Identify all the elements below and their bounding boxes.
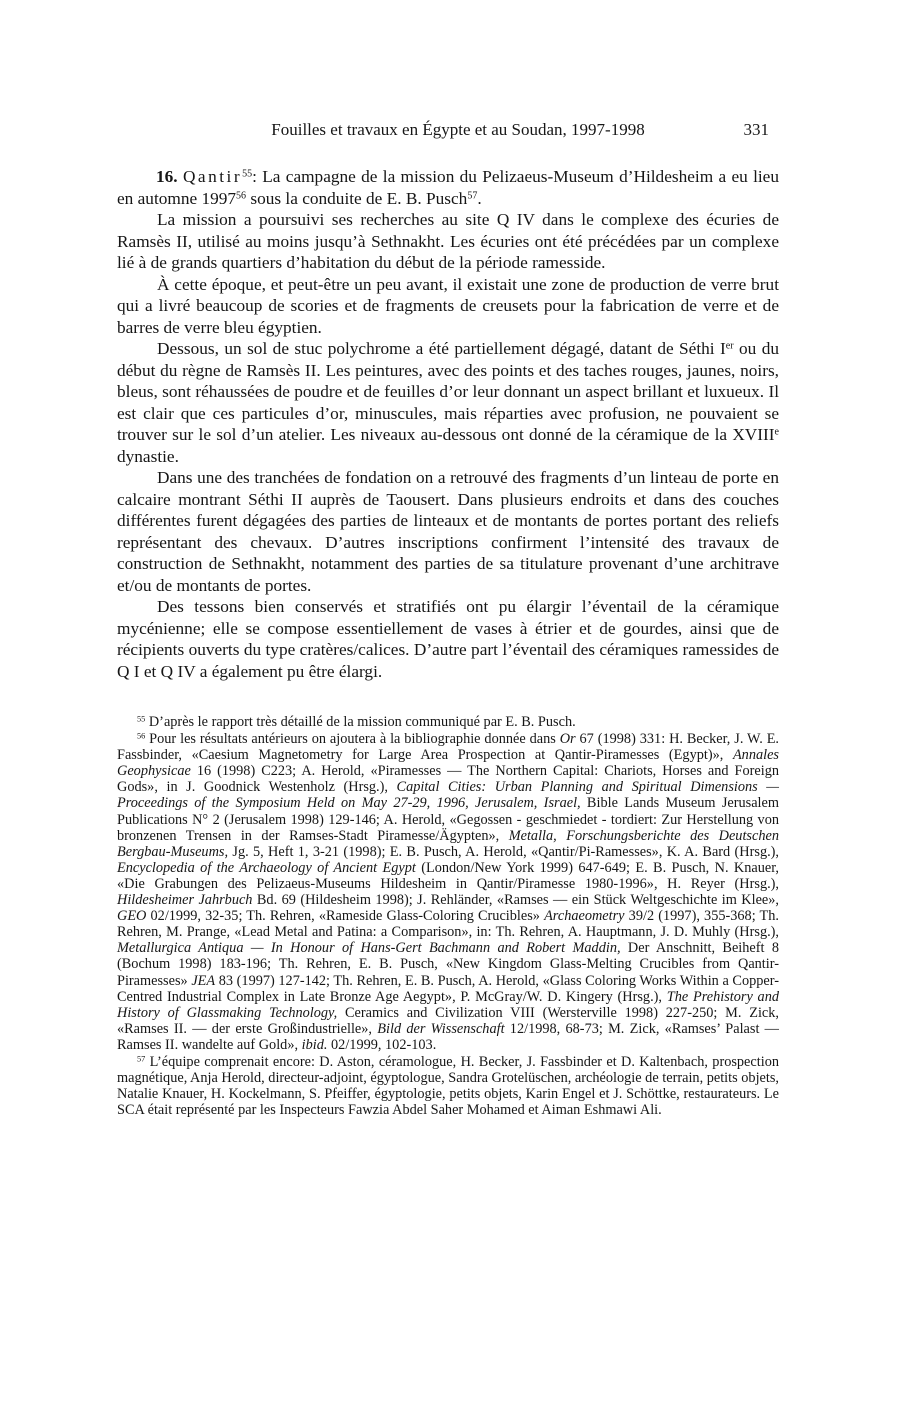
footnote-ref-57: 57 — [467, 189, 478, 201]
journal-title: GEO — [117, 908, 147, 925]
running-header — [117, 118, 779, 142]
footnote-text: 02/1999, 102-103. — [327, 1036, 437, 1053]
footnote-text: Jg. 5, Heft 1, 3-21 (1998); E. B. Pusch, A. Herold, «Qantir/Pi-Ramesses», K. A. Bard (Hrsg.), — [228, 843, 779, 860]
footnote-number: 56 — [137, 731, 146, 741]
footnote-text: 02/1999, 32-35; Th. Rehren, «Rameside Glass-Coloring Crucibles» — [146, 908, 545, 925]
paragraph-2: La mission a poursuivi ses recherches au site Q IV dans le complexe des écuries de Ramsès II, utilisé au moins jusqu’à Sethnakht. Les écuries ont été précédées par un complexe lié à de grands quartiers d’habitation du début de la période ramesside. — [117, 210, 779, 272]
paragraph-1 — [117, 166, 779, 209]
footnote-text: 83 (1997) 127-142; Th. Rehren, E. B. Pusch, A. Herold, «Glass Coloring Works Within a Copper-Centred Industrial Complex in Late Bronze Age Aegypt», P. McGray/W. D. Kingery (Hrsg.), — [117, 972, 779, 1005]
book-title: Metallurgica Antiqua — In Honour of Hans-Gert Bachmann and Robert Maddin, — [117, 940, 621, 957]
footnote-ref-55: 55 — [242, 168, 253, 180]
paragraph-6: Des tessons bien conservés et stratifiés ont pu élargir l’éventail de la céramique mycénienne; elle se compose essentiellement de vases à étrier et de gourdes, ainsi que de récipients ouverts du type cratères/calices. D’autre part l’éventail des céramiques ramessides de Q I et Q IV a également pu être élargi. — [117, 597, 779, 681]
paragraph-text: dynastie. — [117, 446, 179, 466]
paragraph-5: Dans une des tranchées de fondation on a retrouvé des fragments d’un linteau de porte en calcaire montrant Séthi II auprès de Taousert. Dans plusieurs endroits et dans des couches différentes furent dégagées des parties de linteaux et de montants de portes portant des reliefs représentant des chevaux. D’autres inscriptions confirment l’intensité des travaux de construction de Sethnakht, notamment des parties de sa titulature provenant d’une architrave et/ou de montants de portes. — [117, 468, 779, 595]
book-title: Capital Cities: Urban Planning and Spiritual Dimensions — Proceedings of the Symposium Held on May 27-29, 1996, Jerusalem, Israel, — [117, 779, 780, 812]
footnote-text: Ceramics and Civilization VIII (Wersterville 1998) 227-250; M. Zick, «Ramses II. — der erste Großindustrielle», — [117, 1004, 779, 1037]
journal-title: Hildesheimer Jahrbuch — [117, 892, 253, 909]
footnote-text: Bible Lands Museum Jerusalem Publications N° 2 (Jerusalem 1998) 129-146; A. Herold, «Gegossen - geschmiedet - tordiert: Zur Herstellung von bronzenen Trensen in der Ramses-Stadt Piramesse/Ägypten», — [117, 795, 779, 844]
journal-title: Annales Geophysicae — [117, 747, 779, 780]
journal-title: Metalla, Forschungsberichte des Deutschen Bergbau-Museums, — [117, 827, 779, 860]
running-title: Fouilles et travaux en Égypte et au Soudan, 1997-1998 — [271, 120, 645, 139]
book-title: Encyclopedia of the Archaeology of Ancient Egypt — [117, 859, 416, 876]
journal-title: Or — [559, 731, 576, 748]
superscript: er — [725, 340, 734, 352]
site-name: Qantir — [182, 167, 243, 186]
footnote-text: Pour les résultats antérieurs on ajoutera à la bibliographie donnée dans — [145, 731, 560, 748]
superscript: e — [774, 426, 779, 438]
journal-title: Archaeometry — [544, 908, 625, 925]
section-number: 16. — [156, 167, 178, 186]
paragraph-text: ou du début du règne de Ramsès II. Les peintures, avec des points et des taches rouges, jaunes, noirs, bleus, sont réhaussées de poudre et de feuilles d’or leur donnant un aspect brillant et luxueux. Il est clair que ces particules d’or, minuscules, mais réparties avec profusion, ne pouvaient se trouver sur le sol d’un atelier. Les niveaux au-dessous ont donné de la céramique de la XVIII — [117, 339, 779, 444]
footnote-text: 12/1998, 68-73; M. Zick, «Ramses’ Palast — Ramses II. wandelte auf Gold», — [117, 1020, 779, 1053]
journal-title: Bild der Wissenschaft — [377, 1020, 505, 1037]
main-text — [117, 166, 779, 682]
footnote-56 — [117, 731, 779, 1053]
paragraph-text: : La campagne de la mission du Pelizaeus-Museum d’Hildesheim a eu lieu en automne 1997 — [117, 167, 779, 208]
footnotes — [117, 714, 779, 1118]
paragraph-text: . — [477, 188, 482, 208]
paragraph-4 — [117, 338, 779, 467]
footnote-55 — [117, 714, 779, 730]
footnote-57 — [117, 1054, 779, 1118]
book-title: The Prehistory and History of Glassmaking Technology, — [117, 988, 779, 1021]
paragraph-text: Dessous, un sol de stuc polychrome a été partiellement dégagé, datant de Séthi I — [157, 339, 726, 358]
footnote-text: 16 (1998) C223; A. Herold, «Piramesses — The Northern Capital: Chariots, Horses and Foreign Gods», in J. Goodnick Westenholz (Hrsg.), — [117, 763, 779, 796]
footnote-text: D’après le rapport très détaillé de la mission communiqué par E. B. Pusch. — [145, 714, 576, 730]
footnote-text: 39/2 (1997), 355-368; Th. Rehren, M. Prange, «Lead Metal and Patina: a Comparison», in: Th. Rehren, A. Hauptmann, J. D. Muhly (Hrsg.), — [117, 908, 779, 941]
footnote-text: Bd. 69 (Hildesheim 1998); J. Rehländer, «Ramses — ein Stück Weltgeschichte im Klee», — [252, 892, 779, 909]
paragraph-text: sous la conduite de E. B. Pusch — [246, 188, 468, 208]
footnote-number: 55 — [137, 714, 146, 724]
footnote-text: L’équipe comprenait encore: D. Aston, céramologue, H. Becker, J. Fassbinder et D. Kaltenbach, prospection magnétique, Anja Herold, directeur-adjoint, égyptologue, Sandra Grotelüschen, archéologie de terrain, petits objets, Natalie Knauer, H. Kockelmann, S. Pfeiffer, égyptologie, petits objets, Karin Engel et J. Schöttke, restaurateurs. Le SCA était représenté par les Inspecteurs Fawzia Abdel Saher Mohamed et Aiman Eshmawi Ali. — [117, 1053, 779, 1119]
footnote-number: 57 — [137, 1054, 146, 1064]
paragraph-3: À cette époque, et peut-être un peu avant, il existait une zone de production de verre brut qui a livré beaucoup de scories et de fragments de creusets pour la fabrication de verre et de barres de verre bleu égyptien. — [117, 274, 779, 337]
footnote-text: Der Anschnitt, Beiheft 8 (Bochum 1998) 183-196; Th. Rehren, E. B. Pusch, «New Kingdom Glass-Melting Crucibles from Qantir-Piramesses» — [117, 940, 779, 989]
page-number: 331 — [743, 120, 769, 139]
footnote-text: (London/New York 1999) 647-649; E. B. Pusch, N. Knauer, «Die Grabungen des Pelizaeus-Museums Hildesheim in Qantir/Piramesse 1980-1996», H. Reyer (Hrsg.), — [117, 859, 779, 892]
footnote-text: 67 (1998) 331: H. Becker, J. W. E. Fassbinder, «Caesium Magnetometry for Large Area Prospection at Qantir-Piramesses (Egypt)», — [117, 731, 779, 764]
abbreviation: ibid. — [301, 1036, 328, 1053]
footnote-ref-56: 56 — [236, 189, 247, 201]
journal-title: JEA — [191, 972, 216, 989]
